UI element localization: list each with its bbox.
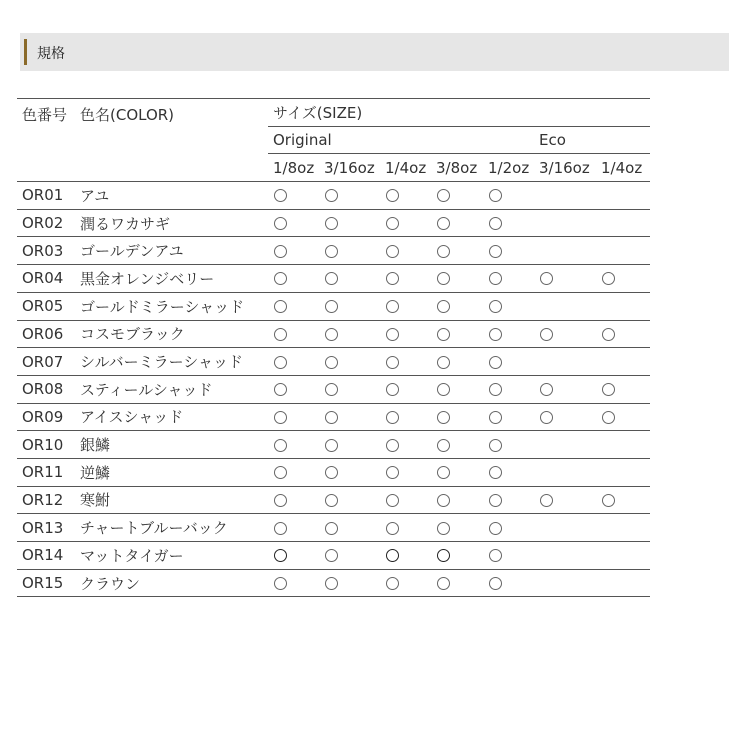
availability-cell <box>431 320 483 348</box>
available-circle-icon <box>540 411 553 424</box>
color-code: OR02 <box>17 209 75 237</box>
availability-cell <box>319 265 380 293</box>
availability-cell <box>380 237 431 265</box>
availability-cell <box>483 320 534 348</box>
availability-cell <box>534 265 596 293</box>
availability-cell <box>319 348 380 376</box>
available-circle-icon <box>489 439 502 452</box>
color-name: 銀鱗 <box>75 431 268 459</box>
table-row <box>17 265 650 293</box>
header-group-original: Original <box>268 126 534 154</box>
availability-cell <box>534 403 596 431</box>
available-circle-icon <box>540 383 553 396</box>
available-circle-icon <box>274 189 287 202</box>
availability-cell <box>431 182 483 210</box>
availability-cell <box>319 320 380 348</box>
availability-cell <box>431 209 483 237</box>
availability-cell <box>596 431 650 459</box>
available-circle-icon <box>386 494 399 507</box>
availability-cell <box>596 569 650 597</box>
available-circle-icon <box>325 383 338 396</box>
availability-cell <box>268 431 319 459</box>
availability-cell <box>268 486 319 514</box>
color-name: ゴールデンアユ <box>75 237 268 265</box>
color-name: クラウン <box>75 569 268 597</box>
availability-cell <box>431 403 483 431</box>
available-circle-icon <box>386 356 399 369</box>
color-name: アユ <box>75 182 268 210</box>
color-code: OR15 <box>17 569 75 597</box>
color-name: マットタイガー <box>75 542 268 570</box>
available-circle-icon <box>489 272 502 285</box>
availability-cell <box>534 320 596 348</box>
color-code: OR14 <box>17 542 75 570</box>
availability-cell <box>319 431 380 459</box>
available-circle-icon <box>437 189 450 202</box>
availability-cell <box>534 375 596 403</box>
availability-cell <box>534 182 596 210</box>
available-circle-icon <box>274 577 287 590</box>
availability-cell <box>534 237 596 265</box>
available-circle-icon <box>437 549 450 562</box>
available-circle-icon <box>489 245 502 258</box>
availability-cell <box>534 431 596 459</box>
color-code: OR12 <box>17 486 75 514</box>
available-circle-icon <box>386 411 399 424</box>
color-name: アイスシャッド <box>75 403 268 431</box>
availability-cell <box>268 348 319 376</box>
availability-cell <box>380 514 431 542</box>
header-size-0: 1/8oz <box>268 154 319 182</box>
available-circle-icon <box>437 494 450 507</box>
available-circle-icon <box>325 328 338 341</box>
available-circle-icon <box>489 466 502 479</box>
available-circle-icon <box>540 272 553 285</box>
section-title: 規格 <box>37 46 65 62</box>
availability-cell <box>596 182 650 210</box>
availability-cell <box>268 209 319 237</box>
availability-cell <box>534 209 596 237</box>
availability-cell <box>268 182 319 210</box>
availability-cell <box>596 486 650 514</box>
availability-cell <box>380 486 431 514</box>
color-name: シルバーミラーシャッド <box>75 348 268 376</box>
availability-cell <box>268 320 319 348</box>
availability-cell <box>380 320 431 348</box>
available-circle-icon <box>386 300 399 313</box>
available-circle-icon <box>274 328 287 341</box>
availability-cell <box>319 569 380 597</box>
availability-cell <box>319 375 380 403</box>
available-circle-icon <box>386 189 399 202</box>
availability-cell <box>483 292 534 320</box>
availability-cell <box>268 403 319 431</box>
available-circle-icon <box>489 217 502 230</box>
available-circle-icon <box>386 217 399 230</box>
available-circle-icon <box>325 272 338 285</box>
availability-cell <box>483 375 534 403</box>
color-name: ゴールドミラーシャッド <box>75 292 268 320</box>
header-size-2: 1/4oz <box>380 154 431 182</box>
available-circle-icon <box>437 522 450 535</box>
availability-cell <box>431 514 483 542</box>
color-code: OR11 <box>17 458 75 486</box>
availability-cell <box>268 265 319 293</box>
available-circle-icon <box>274 522 287 535</box>
available-circle-icon <box>437 383 450 396</box>
available-circle-icon <box>437 217 450 230</box>
available-circle-icon <box>325 356 338 369</box>
availability-cell <box>596 209 650 237</box>
available-circle-icon <box>602 494 615 507</box>
available-circle-icon <box>602 383 615 396</box>
available-circle-icon <box>274 411 287 424</box>
availability-cell <box>319 237 380 265</box>
available-circle-icon <box>489 189 502 202</box>
availability-cell <box>380 292 431 320</box>
color-name: コスモブラック <box>75 320 268 348</box>
available-circle-icon <box>602 272 615 285</box>
available-circle-icon <box>489 549 502 562</box>
available-circle-icon <box>489 328 502 341</box>
color-code: OR06 <box>17 320 75 348</box>
available-circle-icon <box>386 522 399 535</box>
availability-cell <box>534 486 596 514</box>
availability-cell <box>268 237 319 265</box>
availability-cell <box>534 542 596 570</box>
header-size-1: 3/16oz <box>319 154 380 182</box>
available-circle-icon <box>274 439 287 452</box>
available-circle-icon <box>489 383 502 396</box>
availability-cell <box>483 403 534 431</box>
availability-cell <box>380 209 431 237</box>
availability-cell <box>380 542 431 570</box>
availability-cell <box>596 514 650 542</box>
availability-cell <box>483 486 534 514</box>
availability-cell <box>431 542 483 570</box>
availability-cell <box>380 403 431 431</box>
header-color-name: 色名(COLOR) <box>75 99 268 182</box>
table-row <box>17 514 650 542</box>
color-code: OR04 <box>17 265 75 293</box>
availability-cell <box>483 265 534 293</box>
availability-cell <box>380 348 431 376</box>
availability-cell <box>319 458 380 486</box>
table-row <box>17 237 650 265</box>
table-row <box>17 320 650 348</box>
availability-cell <box>431 431 483 459</box>
availability-cell <box>596 403 650 431</box>
availability-cell <box>534 514 596 542</box>
header-size-6: 1/4oz <box>596 154 650 182</box>
availability-cell <box>380 569 431 597</box>
available-circle-icon <box>274 272 287 285</box>
available-circle-icon <box>437 356 450 369</box>
availability-cell <box>268 569 319 597</box>
table-row <box>17 375 650 403</box>
available-circle-icon <box>325 549 338 562</box>
availability-cell <box>319 403 380 431</box>
availability-cell <box>431 265 483 293</box>
color-name: 潤るワカサギ <box>75 209 268 237</box>
availability-cell <box>483 569 534 597</box>
availability-cell <box>319 486 380 514</box>
available-circle-icon <box>325 494 338 507</box>
color-name: スティールシャッド <box>75 375 268 403</box>
color-name: 逆鱗 <box>75 458 268 486</box>
available-circle-icon <box>489 494 502 507</box>
available-circle-icon <box>437 439 450 452</box>
availability-cell <box>268 375 319 403</box>
color-code: OR08 <box>17 375 75 403</box>
availability-cell <box>268 292 319 320</box>
header-color-number: 色番号 <box>17 99 75 182</box>
availability-cell <box>483 182 534 210</box>
available-circle-icon <box>274 356 287 369</box>
available-circle-icon <box>437 466 450 479</box>
availability-cell <box>431 569 483 597</box>
availability-cell <box>596 348 650 376</box>
available-circle-icon <box>386 549 399 562</box>
availability-cell <box>319 292 380 320</box>
available-circle-icon <box>274 466 287 479</box>
header-group-eco: Eco <box>534 126 650 154</box>
availability-cell <box>483 431 534 459</box>
availability-cell <box>596 292 650 320</box>
header-size: サイズ(SIZE) <box>268 99 650 127</box>
availability-cell <box>268 514 319 542</box>
availability-cell <box>431 292 483 320</box>
section-accent-bar <box>24 39 27 65</box>
color-name: 黒金オレンジベリー <box>75 265 268 293</box>
available-circle-icon <box>489 577 502 590</box>
availability-cell <box>268 542 319 570</box>
available-circle-icon <box>274 245 287 258</box>
availability-cell <box>319 182 380 210</box>
color-code: OR10 <box>17 431 75 459</box>
color-code: OR01 <box>17 182 75 210</box>
availability-cell <box>380 375 431 403</box>
available-circle-icon <box>437 577 450 590</box>
availability-cell <box>483 348 534 376</box>
availability-cell <box>483 458 534 486</box>
availability-cell <box>483 237 534 265</box>
table-row <box>17 431 650 459</box>
available-circle-icon <box>325 189 338 202</box>
available-circle-icon <box>274 494 287 507</box>
section-header <box>20 33 729 71</box>
header-size-5: 3/16oz <box>534 154 596 182</box>
available-circle-icon <box>437 328 450 341</box>
available-circle-icon <box>437 245 450 258</box>
availability-cell <box>380 458 431 486</box>
availability-cell <box>319 514 380 542</box>
available-circle-icon <box>386 328 399 341</box>
table-row <box>17 569 650 597</box>
availability-cell <box>431 486 483 514</box>
available-circle-icon <box>386 383 399 396</box>
available-circle-icon <box>325 522 338 535</box>
availability-cell <box>319 542 380 570</box>
available-circle-icon <box>325 466 338 479</box>
available-circle-icon <box>386 272 399 285</box>
color-code: OR13 <box>17 514 75 542</box>
available-circle-icon <box>325 411 338 424</box>
available-circle-icon <box>540 328 553 341</box>
available-circle-icon <box>489 411 502 424</box>
spec-table <box>17 98 650 597</box>
table-row <box>17 403 650 431</box>
table-row <box>17 292 650 320</box>
available-circle-icon <box>274 549 287 562</box>
availability-cell <box>534 348 596 376</box>
available-circle-icon <box>386 439 399 452</box>
available-circle-icon <box>274 383 287 396</box>
available-circle-icon <box>540 494 553 507</box>
available-circle-icon <box>325 577 338 590</box>
available-circle-icon <box>386 245 399 258</box>
availability-cell <box>431 237 483 265</box>
availability-cell <box>596 542 650 570</box>
available-circle-icon <box>386 577 399 590</box>
available-circle-icon <box>489 300 502 313</box>
availability-cell <box>483 209 534 237</box>
available-circle-icon <box>602 328 615 341</box>
available-circle-icon <box>274 217 287 230</box>
available-circle-icon <box>437 411 450 424</box>
available-circle-icon <box>325 217 338 230</box>
availability-cell <box>534 292 596 320</box>
availability-cell <box>596 320 650 348</box>
availability-cell <box>596 237 650 265</box>
available-circle-icon <box>437 272 450 285</box>
table-row <box>17 182 650 210</box>
available-circle-icon <box>386 466 399 479</box>
header-size-4: 1/2oz <box>483 154 534 182</box>
availability-cell <box>596 458 650 486</box>
availability-cell <box>319 209 380 237</box>
table-row <box>17 348 650 376</box>
available-circle-icon <box>489 522 502 535</box>
availability-cell <box>431 348 483 376</box>
header-size-3: 3/8oz <box>431 154 483 182</box>
color-code: OR05 <box>17 292 75 320</box>
availability-cell <box>268 458 319 486</box>
availability-cell <box>534 569 596 597</box>
available-circle-icon <box>602 411 615 424</box>
availability-cell <box>431 375 483 403</box>
color-name: 寒鮒 <box>75 486 268 514</box>
availability-cell <box>380 265 431 293</box>
available-circle-icon <box>274 300 287 313</box>
availability-cell <box>483 514 534 542</box>
availability-cell <box>534 458 596 486</box>
available-circle-icon <box>325 245 338 258</box>
color-code: OR03 <box>17 237 75 265</box>
table-row <box>17 458 650 486</box>
availability-cell <box>380 182 431 210</box>
table-row <box>17 486 650 514</box>
available-circle-icon <box>325 300 338 313</box>
available-circle-icon <box>489 356 502 369</box>
availability-cell <box>380 431 431 459</box>
table-row <box>17 542 650 570</box>
color-code: OR07 <box>17 348 75 376</box>
available-circle-icon <box>325 439 338 452</box>
availability-cell <box>431 458 483 486</box>
color-name: チャートブルーバック <box>75 514 268 542</box>
availability-cell <box>596 375 650 403</box>
available-circle-icon <box>437 300 450 313</box>
availability-cell <box>596 265 650 293</box>
color-code: OR09 <box>17 403 75 431</box>
availability-cell <box>483 542 534 570</box>
table-row <box>17 209 650 237</box>
